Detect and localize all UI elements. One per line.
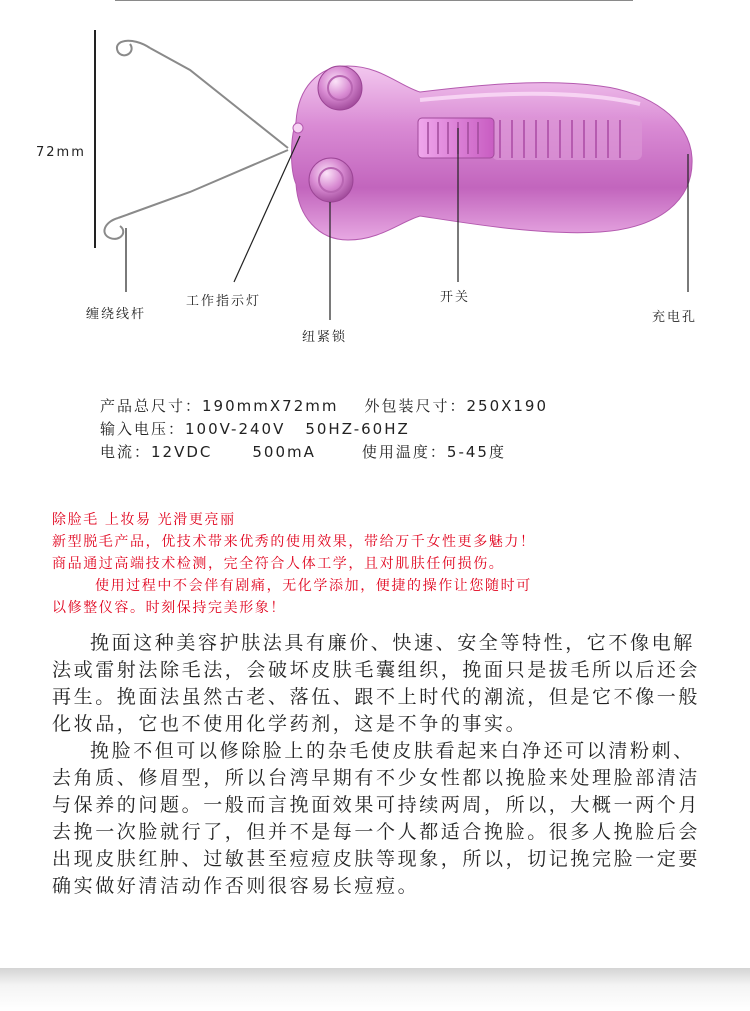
- size-value: 190mmX72mm: [202, 397, 339, 415]
- product-diagram: [0, 0, 750, 380]
- paragraph: [52, 738, 712, 900]
- indicator-light-label: 工作指示灯: [186, 294, 262, 309]
- spec-row-voltage: [100, 418, 548, 441]
- paragraph: [52, 630, 712, 738]
- dimension-line: [94, 30, 96, 248]
- temp-value: 5-45度: [446, 443, 506, 461]
- paragraph-text: 挽脸不但可以修除脸上的杂毛使皮肤看起来白净还可以清粉刺、去角质、修眉型，所以台湾早期有不少女性都以挽脸来处理脸部清洁与保养的问题。一般而言挽面效果可持续两周，所以，大概一两个月去挽一次脸就行了，但并不是每一个人都适合挽脸。很多人挽脸后会出现皮肤红肿、过敏甚至痘痘皮肤等现象，所以，切记挽完脸一定要确实做好清洁动作否则很容易长痘痘。: [52, 740, 701, 897]
- package-value: 250X190: [466, 397, 549, 415]
- size-label: 产品总尺寸：: [100, 397, 203, 415]
- lock-knob-top: [318, 66, 362, 110]
- frequency-value: 50HZ-60HZ: [305, 420, 410, 438]
- promo-line: 新型脱毛产品，优技术带来优秀的使用效果，带给万千女性更多魅力！: [52, 534, 536, 550]
- promo-line: 商品通过高端技术检测，完全符合人体工学，且对肌肤任何损伤。: [52, 556, 505, 572]
- temp-label: 使用温度：: [361, 443, 447, 461]
- spec-row-size: [100, 395, 548, 418]
- promo-block: [52, 509, 750, 619]
- promo-line: 使用过程中不会伴有剧痛，无化学添加，便捷的操作让您随时可: [95, 578, 532, 594]
- winding-wire: [104, 41, 288, 239]
- current-value: 12VDC: [151, 443, 213, 461]
- paragraph-text: 挽面这种美容护肤法具有廉价、快速、安全等特性，它不像电解法或雷射法除毛法，会破坏皮肤毛囊组织，挽面只是拔毛所以后还会再生。挽面法虽然古老、落伍、跟不上时代的潮流，但是它不像一般化妆品，它也不使用化学药剂，这是不争的事实。: [52, 632, 701, 735]
- lock-knob-label: 纽紧锁: [302, 330, 348, 345]
- current-ma-value: 500mA: [252, 443, 316, 461]
- indicator-light: [293, 123, 303, 133]
- article-body: [52, 630, 712, 900]
- switch-label: 开关: [440, 290, 471, 305]
- spec-row-current: [100, 441, 548, 464]
- grip-ridges: [492, 118, 642, 160]
- voltage-label: 输入电压：: [100, 420, 186, 438]
- package-label: 外包装尺寸：: [364, 397, 467, 415]
- winding-rod-label: 缠绕线杆: [86, 307, 147, 322]
- current-label: 电流：: [100, 443, 152, 461]
- power-switch: [418, 118, 494, 158]
- spec-block: [100, 395, 548, 464]
- footer-bar: [0, 968, 750, 1011]
- lock-knob-bottom: [309, 158, 353, 202]
- voltage-value: 100V-240V: [185, 420, 286, 438]
- charging-port-label: 充电孔: [652, 310, 698, 325]
- promo-line: 以修整仪容。时刻保持完美形象！: [52, 600, 286, 616]
- dimension-label: 72mm: [36, 145, 86, 160]
- promo-headline: 除脸毛 上妆易 光滑更亮丽: [52, 512, 236, 528]
